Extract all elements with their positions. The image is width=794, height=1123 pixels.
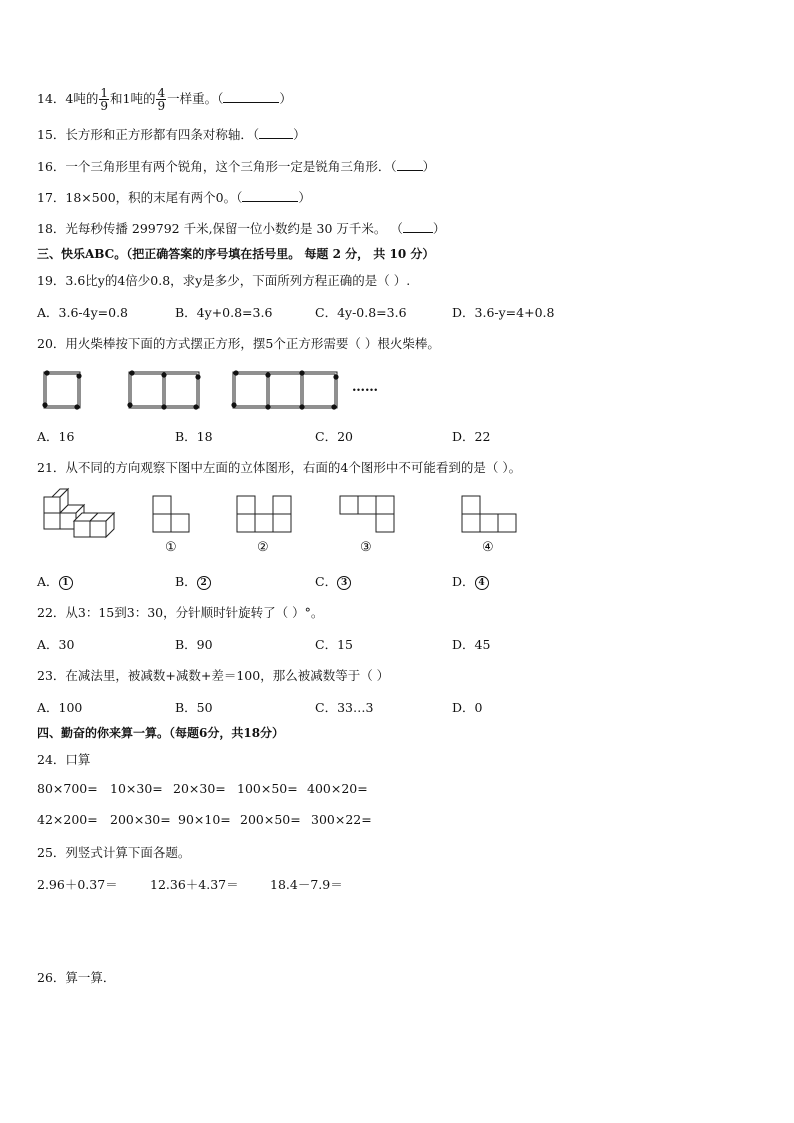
question-24: 24．口算 [37, 752, 91, 767]
answer-blank[interactable] [397, 159, 423, 171]
q20-option-a[interactable]: A．16 [37, 429, 75, 444]
q14-number: 14． [37, 91, 66, 106]
q22-option-a[interactable]: A．30 [37, 637, 75, 652]
q23-option-b[interactable]: B．50 [175, 700, 213, 715]
answer-blank[interactable] [259, 127, 293, 139]
q14-text-d: ） [279, 91, 292, 106]
calc-item: 42×200= [37, 812, 98, 827]
fraction-denominator: 9 [157, 99, 166, 113]
question-17 [37, 188, 311, 206]
view-label-4: ④ [482, 540, 494, 555]
q17-text: 17．18×500，积的末尾有两个0。（ [37, 190, 243, 205]
q21-option-c[interactable] [315, 572, 351, 590]
option-letter: B． [175, 574, 197, 589]
question-16 [37, 157, 435, 175]
view-figure-1 [152, 495, 192, 535]
circled-4-mark: 4 [475, 576, 489, 590]
q18-end: ） [432, 221, 446, 236]
calc-item: 200×50= [240, 812, 301, 827]
view-figure-4 [461, 495, 521, 535]
vertical-calc-item: 2.96＋0.37＝ [37, 877, 118, 892]
answer-blank[interactable] [403, 221, 433, 233]
continuation-dots: …… [352, 380, 378, 395]
q18-text: 18．光每秒传播 299792 千米,保留一位小数约是 30 万千米。 （ [37, 221, 403, 236]
view-figure-2 [236, 495, 296, 535]
q22-option-b[interactable]: B．90 [175, 637, 213, 652]
q20-option-c[interactable]: C．20 [315, 429, 353, 444]
cube-stack-figure [40, 485, 120, 545]
q17-end: ） [298, 190, 311, 205]
calc-item: 200×30= [110, 812, 171, 827]
q23-option-c[interactable]: C．33…3 [315, 700, 374, 715]
q22-option-d[interactable]: D．45 [452, 637, 491, 652]
q23-option-a[interactable]: A．100 [37, 700, 83, 715]
q15-text: 15．长方形和正方形都有四条对称轴．（ [37, 127, 260, 142]
calc-item: 300×22= [311, 812, 372, 827]
q16-end: ） [422, 159, 436, 174]
fraction-numerator: 1 [100, 86, 108, 100]
view-label-2: ② [257, 540, 269, 555]
q19-option-b[interactable]: B．4y+0.8=3.6 [175, 305, 273, 320]
q19-option-c[interactable]: C．4y-0.8=3.6 [315, 305, 407, 320]
circled-3-mark: 3 [337, 576, 351, 590]
q19-option-a[interactable]: A．3.6-4y=0.8 [37, 305, 128, 320]
view-figure-3 [339, 495, 399, 535]
circled-1-mark: 1 [59, 576, 73, 590]
q23-option-d[interactable]: D．0 [452, 700, 483, 715]
fraction-4-9 [156, 87, 166, 112]
calc-item: 400×20= [307, 781, 368, 796]
vertical-calc-item: 12.36＋4.37＝ [150, 877, 239, 892]
question-18 [37, 219, 445, 237]
calc-item: 90×10= [178, 812, 231, 827]
calc-item: 80×700= [37, 781, 98, 796]
vertical-calc-item: 18.4－7.9＝ [270, 877, 343, 892]
question-14 [37, 87, 292, 112]
calc-item: 10×30= [110, 781, 163, 796]
matchstick-squares-figure [37, 365, 397, 415]
question-21: 21．从不同的方向观察下图中左面的立体图形，右面的4个图形中不可能看到的是（ ）。 [37, 460, 522, 475]
q14-text-a: 4吨的 [65, 91, 99, 106]
q20-option-d[interactable]: D．22 [452, 429, 491, 444]
view-label-1: ① [165, 540, 177, 555]
answer-blank[interactable] [223, 91, 279, 103]
view-label-3: ③ [360, 540, 372, 555]
calc-item: 20×30= [173, 781, 226, 796]
option-letter: D． [452, 574, 475, 589]
circled-2-mark: 2 [197, 576, 211, 590]
question-20: 20．用火柴棒按下面的方式摆正方形，摆5个正方形需要（ ）根火柴棒。 [37, 336, 440, 351]
question-25: 25．列竖式计算下面各题。 [37, 845, 191, 860]
answer-blank[interactable] [242, 190, 298, 202]
question-22: 22．从3：15到3：30，分针顺时针旋转了（ ）°。 [37, 605, 324, 620]
option-letter: A． [37, 574, 59, 589]
fraction-1-9 [99, 87, 109, 112]
q15-end: ） [293, 127, 306, 142]
q14-text-b: 和1吨的 [110, 91, 156, 106]
fraction-numerator: 4 [157, 86, 166, 100]
option-letter: C． [315, 574, 338, 589]
fraction-denominator: 9 [100, 99, 108, 113]
calc-item: 100×50= [237, 781, 298, 796]
q14-text-c: 一样重。（ [167, 91, 224, 106]
q21-option-d[interactable] [452, 572, 489, 590]
q16-text: 16．一个三角形里有两个锐角，这个三角形一定是锐角三角形．（ [37, 159, 397, 174]
section-4-heading: 四、勤奋的你来算一算。（每题6分，共18分） [37, 726, 285, 740]
question-23: 23．在减法里，被减数+减数+差＝100，那么被减数等于（ ） [37, 668, 390, 683]
question-15 [37, 125, 306, 143]
q19-option-d[interactable]: D．3.6-y=4+0.8 [452, 305, 555, 320]
q22-option-c[interactable]: C．15 [315, 637, 353, 652]
question-19: 19．3.6比y的4倍少0.8，求y是多少，下面所列方程正确的是（ ）. [37, 273, 411, 288]
q21-option-a[interactable] [37, 572, 73, 590]
section-3-heading: 三、快乐ABC。（把正确答案的序号填在括号里。 每题 2 分， 共 10 分） [37, 247, 435, 261]
q21-option-b[interactable] [175, 572, 211, 590]
q20-option-b[interactable]: B．18 [175, 429, 213, 444]
question-26: 26．算一算． [37, 970, 116, 985]
